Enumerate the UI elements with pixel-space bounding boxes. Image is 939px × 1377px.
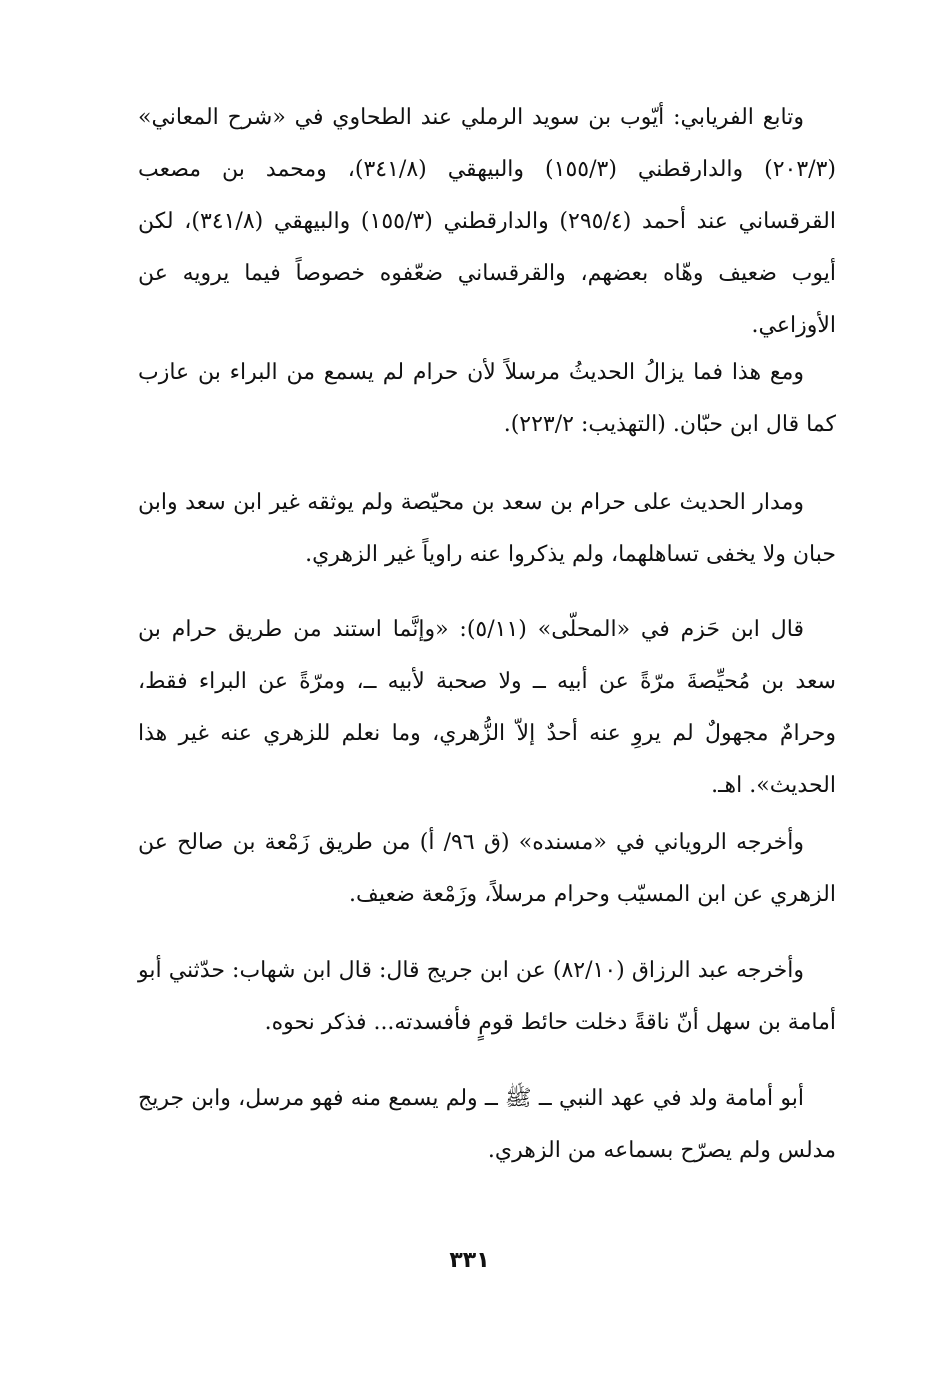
paragraph-ibn-hazm-quote: قال ابن حَزم في «المحلّى» (٥/١١): «وإنَّما استند من طريق حرام بن سعد بن مُحيِّصةَ مرّةً عن أبيه ــ ولا صحبة لأبيه ــ، ومرّةً عن البراء فقط، وحرامٌ مجهولٌ لم يروِ عنه أحدٌ إلاّ الزُّهري، وما نعلم للزهري عنه غير هذا الحديث». اهـ.: [138, 617, 836, 798]
paragraph-ruyani: وأخرجه الروياني في «مسنده» (ق ٩٦/ أ) من طريق زَمْعة بن صالح عن الزهري عن ابن المسيّب وحرام مرسلاً، وزَمْعة ضعيف.: [138, 830, 836, 907]
paragraph-abu-umama: أبو أمامة ولد في عهد النبي ــ ﷺ ــ ولم يسمع منه فهو مرسل، وابن جريج مدلس ولم يصرّح بسماعه من الزهري.: [138, 1086, 836, 1163]
paragraph-madar-al-hadith: ومدار الحديث على حرام بن سعد بن محيّصة ولم يوثقه غير ابن سعد وابن حبان ولا يخفى تساهلهما، ولم يذكروا عنه راوياً غير الزهري.: [138, 490, 836, 567]
paragraph-abd-al-razzaq: وأخرجه عبد الرزاق (٨٢/١٠) عن ابن جريج قال: قال ابن شهاب: حدّثني أبو أمامة بن سهل أنّ ناقةً دخلت حائط قومٍ فأفسدته... فذكر نحوه.: [138, 958, 836, 1035]
page-number: ٣٣١: [449, 1248, 490, 1273]
paragraph-faryabi-follow-up: وتابع الفريابي: أيّوب بن سويد الرملي عند الطحاوي في «شرح المعاني» (٢٠٣/٣) والدارقطني (١٥٥/٣) والبيهقي (٣٤١/٨)، ومحمد بن مصعب القرقساني عند أحمد (٢٩٥/٤) والدارقطني (١٥٥/٣) والبيهقي (٣٤١/٨)، لكن أيوب ضعيف وهّاه بعضهم، والقرقساني ضعّفوه خصوصاً فيما يرويه عن الأوزاعي.: [138, 105, 836, 338]
paragraph-hadith-mursal: ومع هذا فما يزالُ الحديثُ مرسلاً لأن حرام لم يسمع من البراء بن عازب كما قال ابن حبّان. (التهذيب: ٢٢٣/٢).: [138, 360, 836, 437]
